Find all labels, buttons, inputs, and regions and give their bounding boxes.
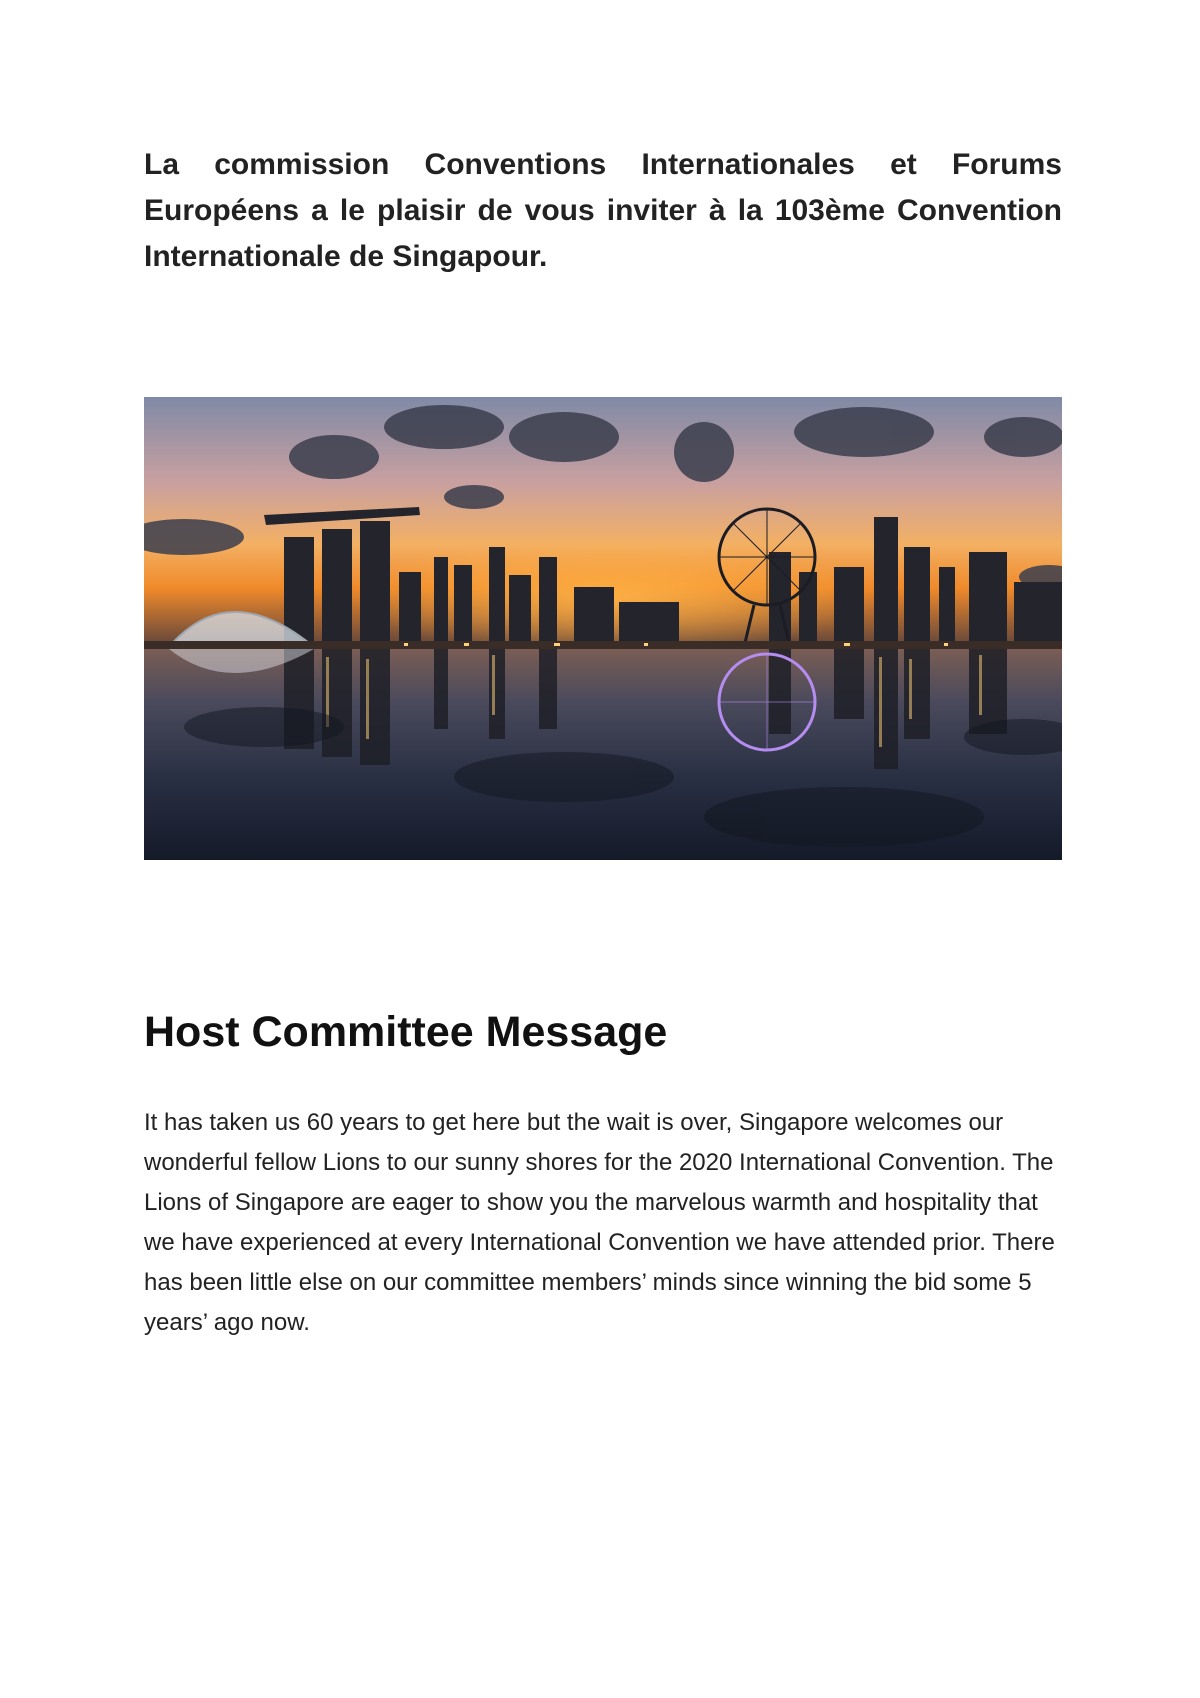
host-message-paragraph: It has taken us 60 years to get here but the wait is over, Singapore welcomes our wonderful fellow Lions to our sunny shores for the 2020 International Convention. The Lions of Singapore are eager to show you the marvelous warmth and hospitality that we have experienced at every International Convention we have attended prior. There has been little else on our committee members’ minds since winning the bid some 5 years’ ago now. [144, 1109, 1055, 1336]
intro-paragraph: La commission Conventions Internationales et Forums Européens a le plaisir de vous inviter à la 103ème Convention Internationale de Singapour. [144, 148, 1062, 273]
singapore-skyline-photo [144, 397, 1062, 860]
section-heading: Host Committee Message [144, 1008, 668, 1056]
